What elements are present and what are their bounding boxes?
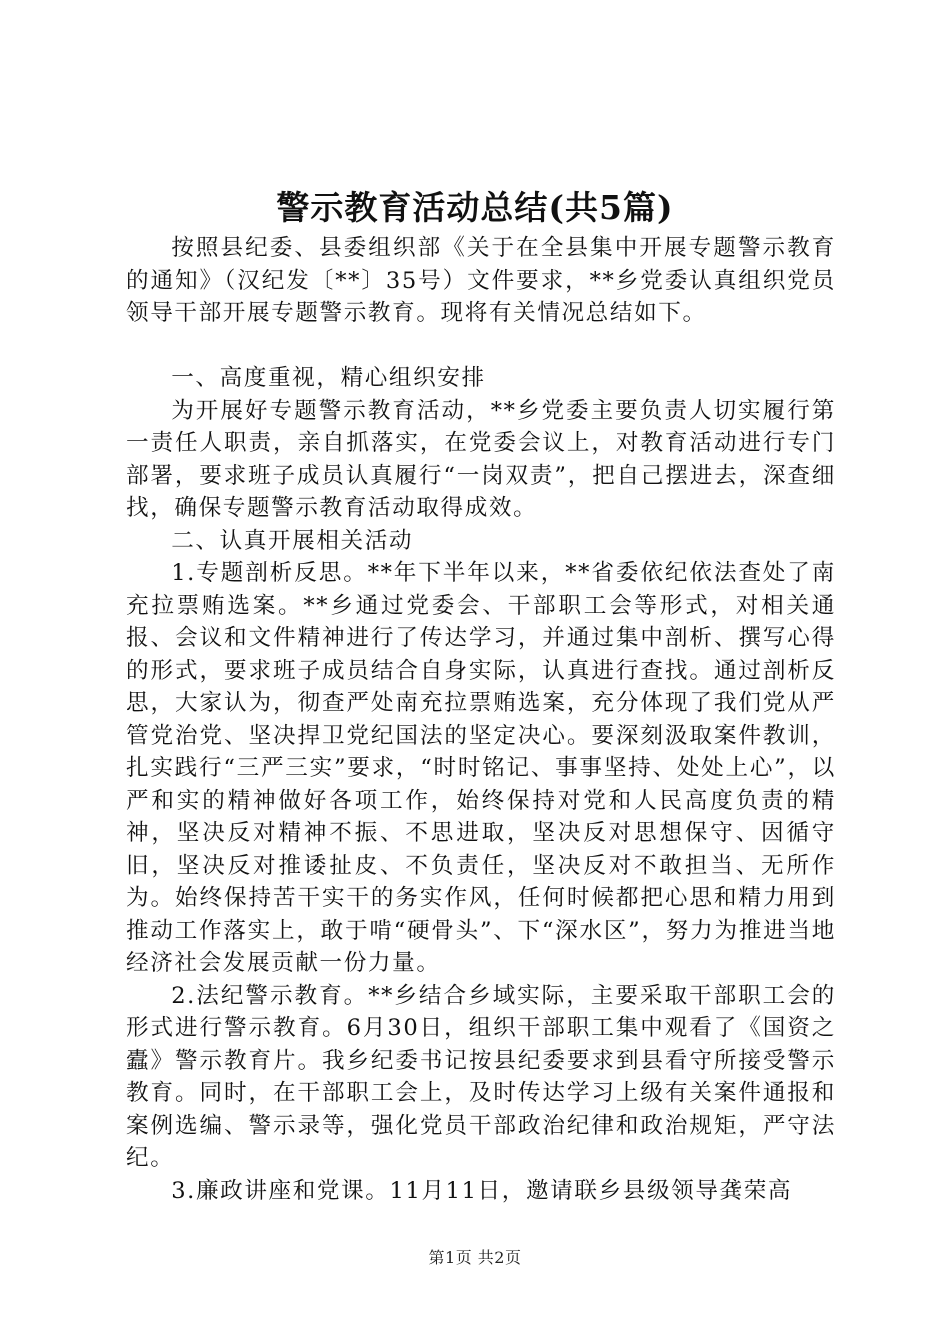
document-title: 警示教育活动总结(共5篇) bbox=[276, 188, 674, 227]
section-paragraph-1: 为开展好专题警示教育活动，**乡党委主要负责人切实履行第一责任人职责，亲自抓落实，在党委会议上，对教育活动进行专门部署，要求班子成员认真履行“一岗双责”，把自己摆进去，深查细找，确保专题警示教育活动取得成效。 bbox=[126, 397, 836, 521]
section-heading-1: 一、高度重视，精心组织安排 bbox=[171, 365, 486, 391]
list-item-1: 1.专题剖析反思。**年下半年以来，**省委依纪依法查处了南充拉票贿选案。**乡通过党委会、干部职工会等形式，对相关通报、会议和文件精神进行了传达学习，并通过集中剖析、撰写心得的形式，要求班子成员结合自身实际，认真进行查找。通过剖析反思，大家认为，彻查严处南充拉票贿选案，充分体现了我们党从严管党治党、坚决捍卫党纪国法的坚定决心。要深刻汲取案件教训，扎实践行“三严三实”要求，“时时铭记、事事坚持、处处上心”，以严和实的精神做好各项工作，始终保持对党和人民高度负责的精神，坚决反对精神不振、不思进取，坚决反对思想保守、因循守旧，坚决反对推诿扯皮、不负责任，坚决反对不敢担当、无所作为。始终保持苦干实干的务实作风，任何时候都把心思和精力用到推动工作落实上，敢于啃“硬骨头”、下“深水区”，努力为推进当地经济社会发展贡献一份力量。 bbox=[126, 560, 836, 976]
list-item-2: 2.法纪警示教育。**乡结合乡域实际，主要采取干部职工会的形式进行警示教育。6月30日，组织干部职工集中观看了《国资之蠹》警示教育片。我乡纪委书记按县纪委要求到县看守所接受警示教育。同时，在干部职工会上，及时传达学习上级有关案件通报和案例选编、警示录等，强化党员干部政治纪律和政治规矩，严守法纪。 bbox=[126, 982, 836, 1171]
page-number: 第1页 共2页 bbox=[428, 1248, 522, 1267]
document-body bbox=[126, 232, 836, 1207]
section-heading-2: 二、认真开展相关活动 bbox=[171, 527, 414, 554]
intro-paragraph: 按照县纪委、县委组织部《关于在全县集中开展专题警示教育的通知》（汉纪发〔**〕35号）文件要求，**乡党委认真组织党员领导干部开展专题警示教育。现将有关情况总结如下。 bbox=[126, 235, 836, 326]
list-item-3: 3.廉政讲座和党课。11月11日，邀请联乡县级领导龚荣高 bbox=[171, 1177, 793, 1204]
